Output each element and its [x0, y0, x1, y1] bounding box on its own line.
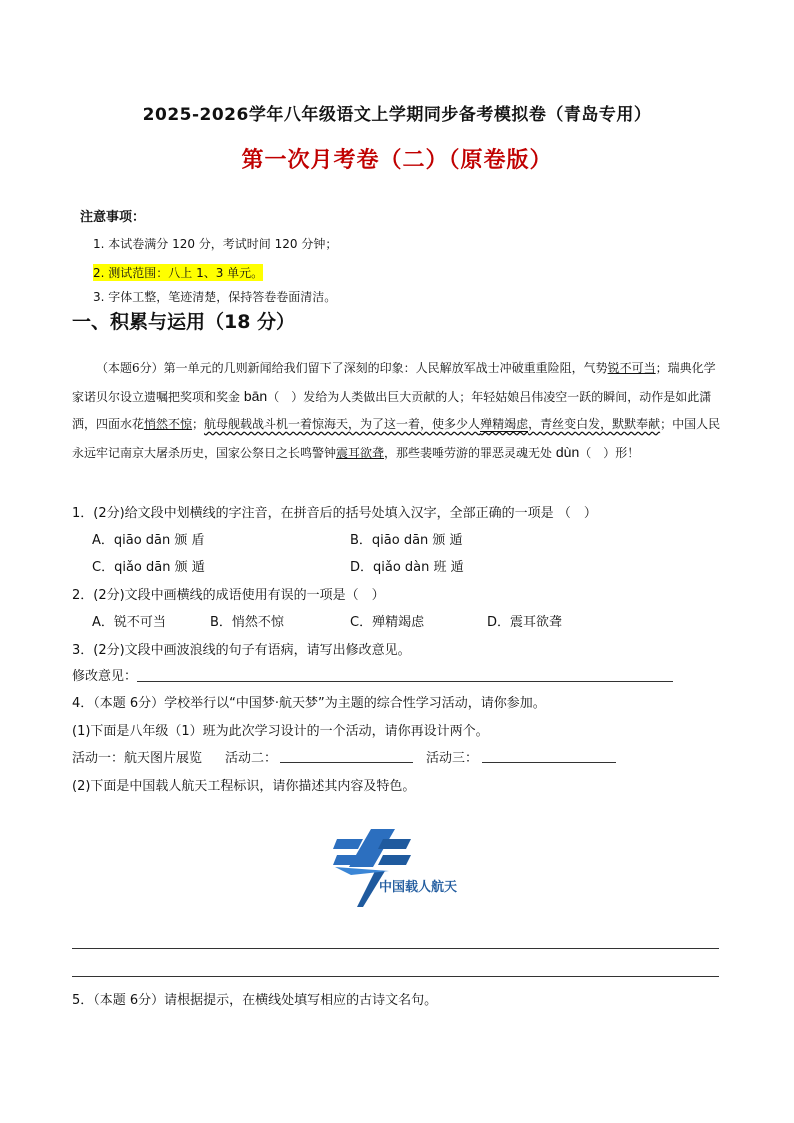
q3-answer-label: 修改意见： — [72, 669, 138, 684]
q1-option-a[interactable]: A．qiāo dān 颁 盾 — [92, 533, 205, 548]
q4-part-1: (1)下面是八年级（1）班为此次学习设计的一个活动，请你再设计两个。 — [72, 724, 489, 739]
exam-paper-title: 第一次月考卷（二）（原卷版） — [241, 148, 553, 173]
q2-option-a[interactable]: A．锐不可当 — [92, 615, 166, 630]
q4-activity-2-label: 活动二： — [225, 751, 278, 766]
q2-option-c[interactable]: C．殚精竭虑 — [350, 615, 425, 630]
question-2-stem: 2．(2分)文段中画横线的成语使用有误的一项是（ ） — [72, 588, 385, 603]
passage-text: ；瑞典化学家诺贝尔设立遗嘱把奖项和奖金 — [72, 361, 716, 404]
wavy-sentence: ，青丝变白发，默默奉献 — [528, 417, 661, 431]
q4-activity-2-line[interactable] — [280, 762, 413, 763]
reading-passage — [72, 355, 722, 467]
passage-text: （ ）形！ — [579, 445, 640, 460]
note-item-3: 3. 字体工整，笔迹清楚，保持答卷卷面清洁。 — [93, 290, 337, 304]
passage-text: ，那些裴唾劳游的罪恶灵魂无处 — [384, 445, 553, 460]
logo-caption: 中国载人航天 — [379, 880, 458, 895]
q1-option-c[interactable]: C．qiǎo dān 颁 遁 — [92, 560, 205, 575]
question-5-stem: 5．（本题 6分）请根据提示，在横线处填写相应的古诗文名句。 — [72, 993, 438, 1008]
q4-answer-line-1[interactable] — [72, 948, 719, 949]
passage-text: （ ）发给为人类做出巨大贡献的人；年轻姑娘吕伟凌空一跃的瞬间，动作是如此潇洒，四面水花 — [72, 389, 712, 431]
pinyin-prompt: dùn — [555, 443, 580, 460]
underlined-idiom: 悄然不惊 — [144, 417, 193, 431]
section-heading: 一、积累与运用（18 分） — [72, 311, 296, 333]
china-manned-space-emblem-icon — [333, 825, 483, 910]
underlined-idiom: 锐不可当 — [607, 361, 656, 375]
q4-part-2: (2)下面是中国载人航天工程标识，请你描述其内容及特色。 — [72, 779, 416, 794]
question-3-stem: 3．(2分)文段中画波浪线的句子有语病，请写出修改意见。 — [72, 643, 411, 658]
q2-option-b[interactable]: B．悄然不惊 — [210, 615, 284, 630]
q4-activity-3-line[interactable] — [482, 762, 616, 763]
pinyin-prompt: bān — [243, 387, 268, 404]
passage-text: ； — [192, 417, 205, 431]
q4-activity-1: 活动一：航天图片展览 — [72, 751, 203, 766]
notes-heading: 注意事项： — [80, 210, 146, 225]
q4-activity-3-label: 活动三： — [426, 751, 479, 766]
q1-option-d[interactable]: D．qiǎo dàn 班 遁 — [350, 560, 464, 575]
passage-text: ；中国人民永远牢记南京大屠杀历史，国家公祭日之长鸣警钟 — [72, 417, 721, 460]
question-1-stem: 1．(2分)给文段中划横线的字注音，在拼音后的括号处填入汉字，全部正确的一项是 （ ） — [72, 506, 597, 521]
q4-answer-line-2[interactable] — [72, 976, 719, 977]
exam-series-title: 2025-2026学年八年级语文上学期同步备考模拟卷（青岛专用） — [142, 105, 652, 125]
underlined-idiom: 震耳欲聋 — [336, 445, 385, 460]
q1-option-b[interactable]: B．qiāo dān 颁 遁 — [350, 533, 463, 548]
q3-answer-line[interactable] — [137, 681, 673, 682]
wavy-sentence: 航母舰载战斗机一着惊海天，为了这一着，使多少人 — [204, 417, 481, 431]
note-item-1: 1. 本试卷满分 120 分，考试时间 120 分钟； — [93, 237, 338, 251]
passage-text: （本题6分）第一单元的几则新闻给我们留下了深刻的印象：人民解放军战士冲破重重险阻，气势 — [96, 361, 608, 375]
underlined-idiom: 殚精竭虑 — [480, 417, 529, 431]
q2-option-d[interactable]: D．震耳欲聋 — [487, 615, 563, 630]
note-item-2: 2. 测试范围：八上 1、3 单元。 — [93, 266, 264, 280]
question-4-stem: 4．（本题 6分）学校举行以“中国梦·航天梦”为主题的综合性学习活动，请你参加。 — [72, 696, 546, 711]
china-manned-space-logo — [333, 825, 483, 910]
